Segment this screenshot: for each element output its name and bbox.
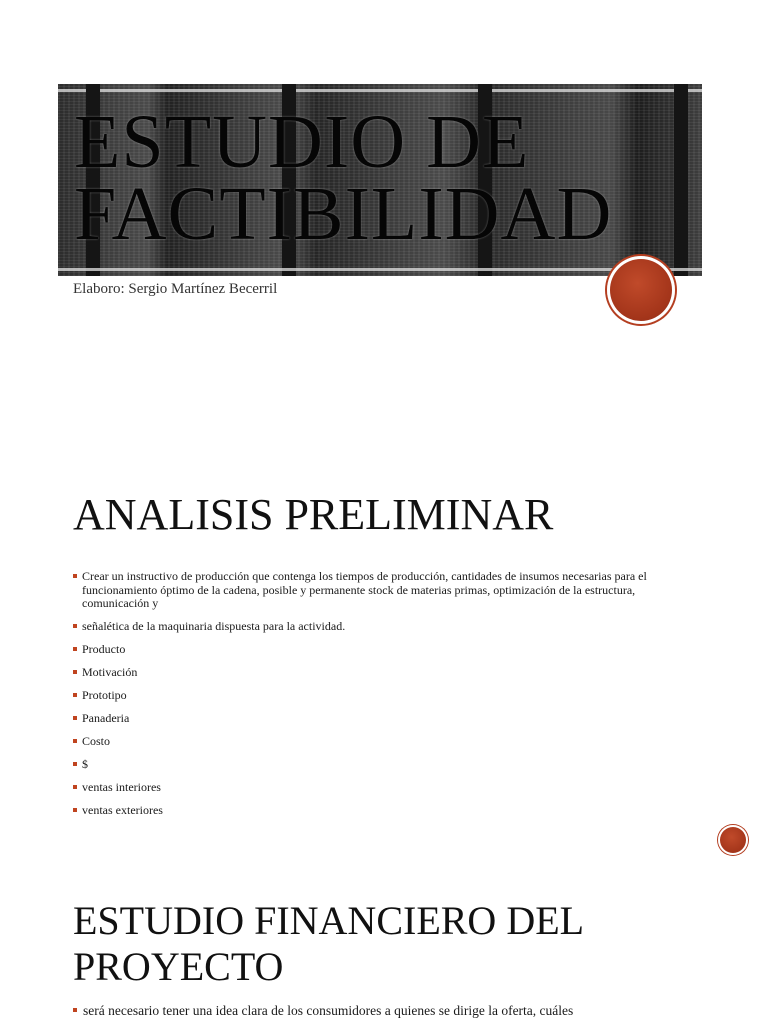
slide-title-line2: FACTIBILIDAD (74, 172, 613, 256)
list-item-text: será necesario tener una idea clara de los consumidores a quienes se dirige la oferta, cuáles (83, 1003, 574, 1018)
author-credit: Elaboro: Sergio Martínez Becerril (73, 281, 278, 297)
list-item-text: señalética de la maquinaria dispuesta para la actividad. (82, 619, 346, 633)
bullet-square-icon (73, 785, 77, 789)
list-item (73, 620, 693, 634)
list-item (73, 666, 693, 680)
list-item (73, 758, 693, 772)
slide-title-line1: ESTUDIO DE (74, 100, 530, 184)
financiero-heading: ESTUDIO FINANCIERO DEL PROYECTO (73, 898, 583, 989)
list-item (73, 1003, 713, 1019)
bullet-square-icon (73, 647, 77, 651)
bullet-square-icon (73, 808, 77, 812)
list-item (73, 781, 693, 795)
list-item (73, 643, 693, 657)
bullet-square-icon (73, 670, 77, 674)
decorative-circle-icon (718, 825, 748, 855)
analisis-bullet-list (73, 570, 693, 827)
list-item (73, 712, 693, 726)
list-item (73, 804, 693, 818)
list-item-text: Motivación (82, 665, 138, 679)
bullet-square-icon (73, 1008, 77, 1012)
list-item-text: Crear un instructivo de producción que contenga los tiempos de producción, cantidades de insumos necesarias para el funcionamiento óptimo de la cadena, posible y permanente stock de materias primas, optimización de la estructura, comunicación y (82, 569, 647, 610)
list-item-text: $ (82, 757, 88, 771)
analisis-heading: ANALISIS PRELIMINAR (73, 490, 554, 539)
slide-title (74, 100, 613, 256)
bullet-square-icon (73, 739, 77, 743)
bullet-square-icon (73, 762, 77, 766)
list-item (73, 735, 693, 749)
list-item-text: Producto (82, 642, 126, 656)
list-item-text: Prototipo (82, 688, 127, 702)
banner-stripe (674, 84, 688, 276)
list-item (73, 570, 693, 611)
list-item (73, 689, 693, 703)
list-item-text: Panaderia (82, 711, 130, 725)
financiero-bullet-list (73, 1003, 713, 1019)
bullet-square-icon (73, 624, 77, 628)
decorative-circle-icon (607, 256, 675, 324)
title-banner (58, 84, 702, 276)
list-item-text: ventas interiores (82, 780, 161, 794)
list-item-text: Costo (82, 734, 111, 748)
bullet-square-icon (73, 716, 77, 720)
bullet-square-icon (73, 574, 77, 578)
list-item-text: ventas exteriores (82, 803, 163, 817)
bullet-square-icon (73, 693, 77, 697)
